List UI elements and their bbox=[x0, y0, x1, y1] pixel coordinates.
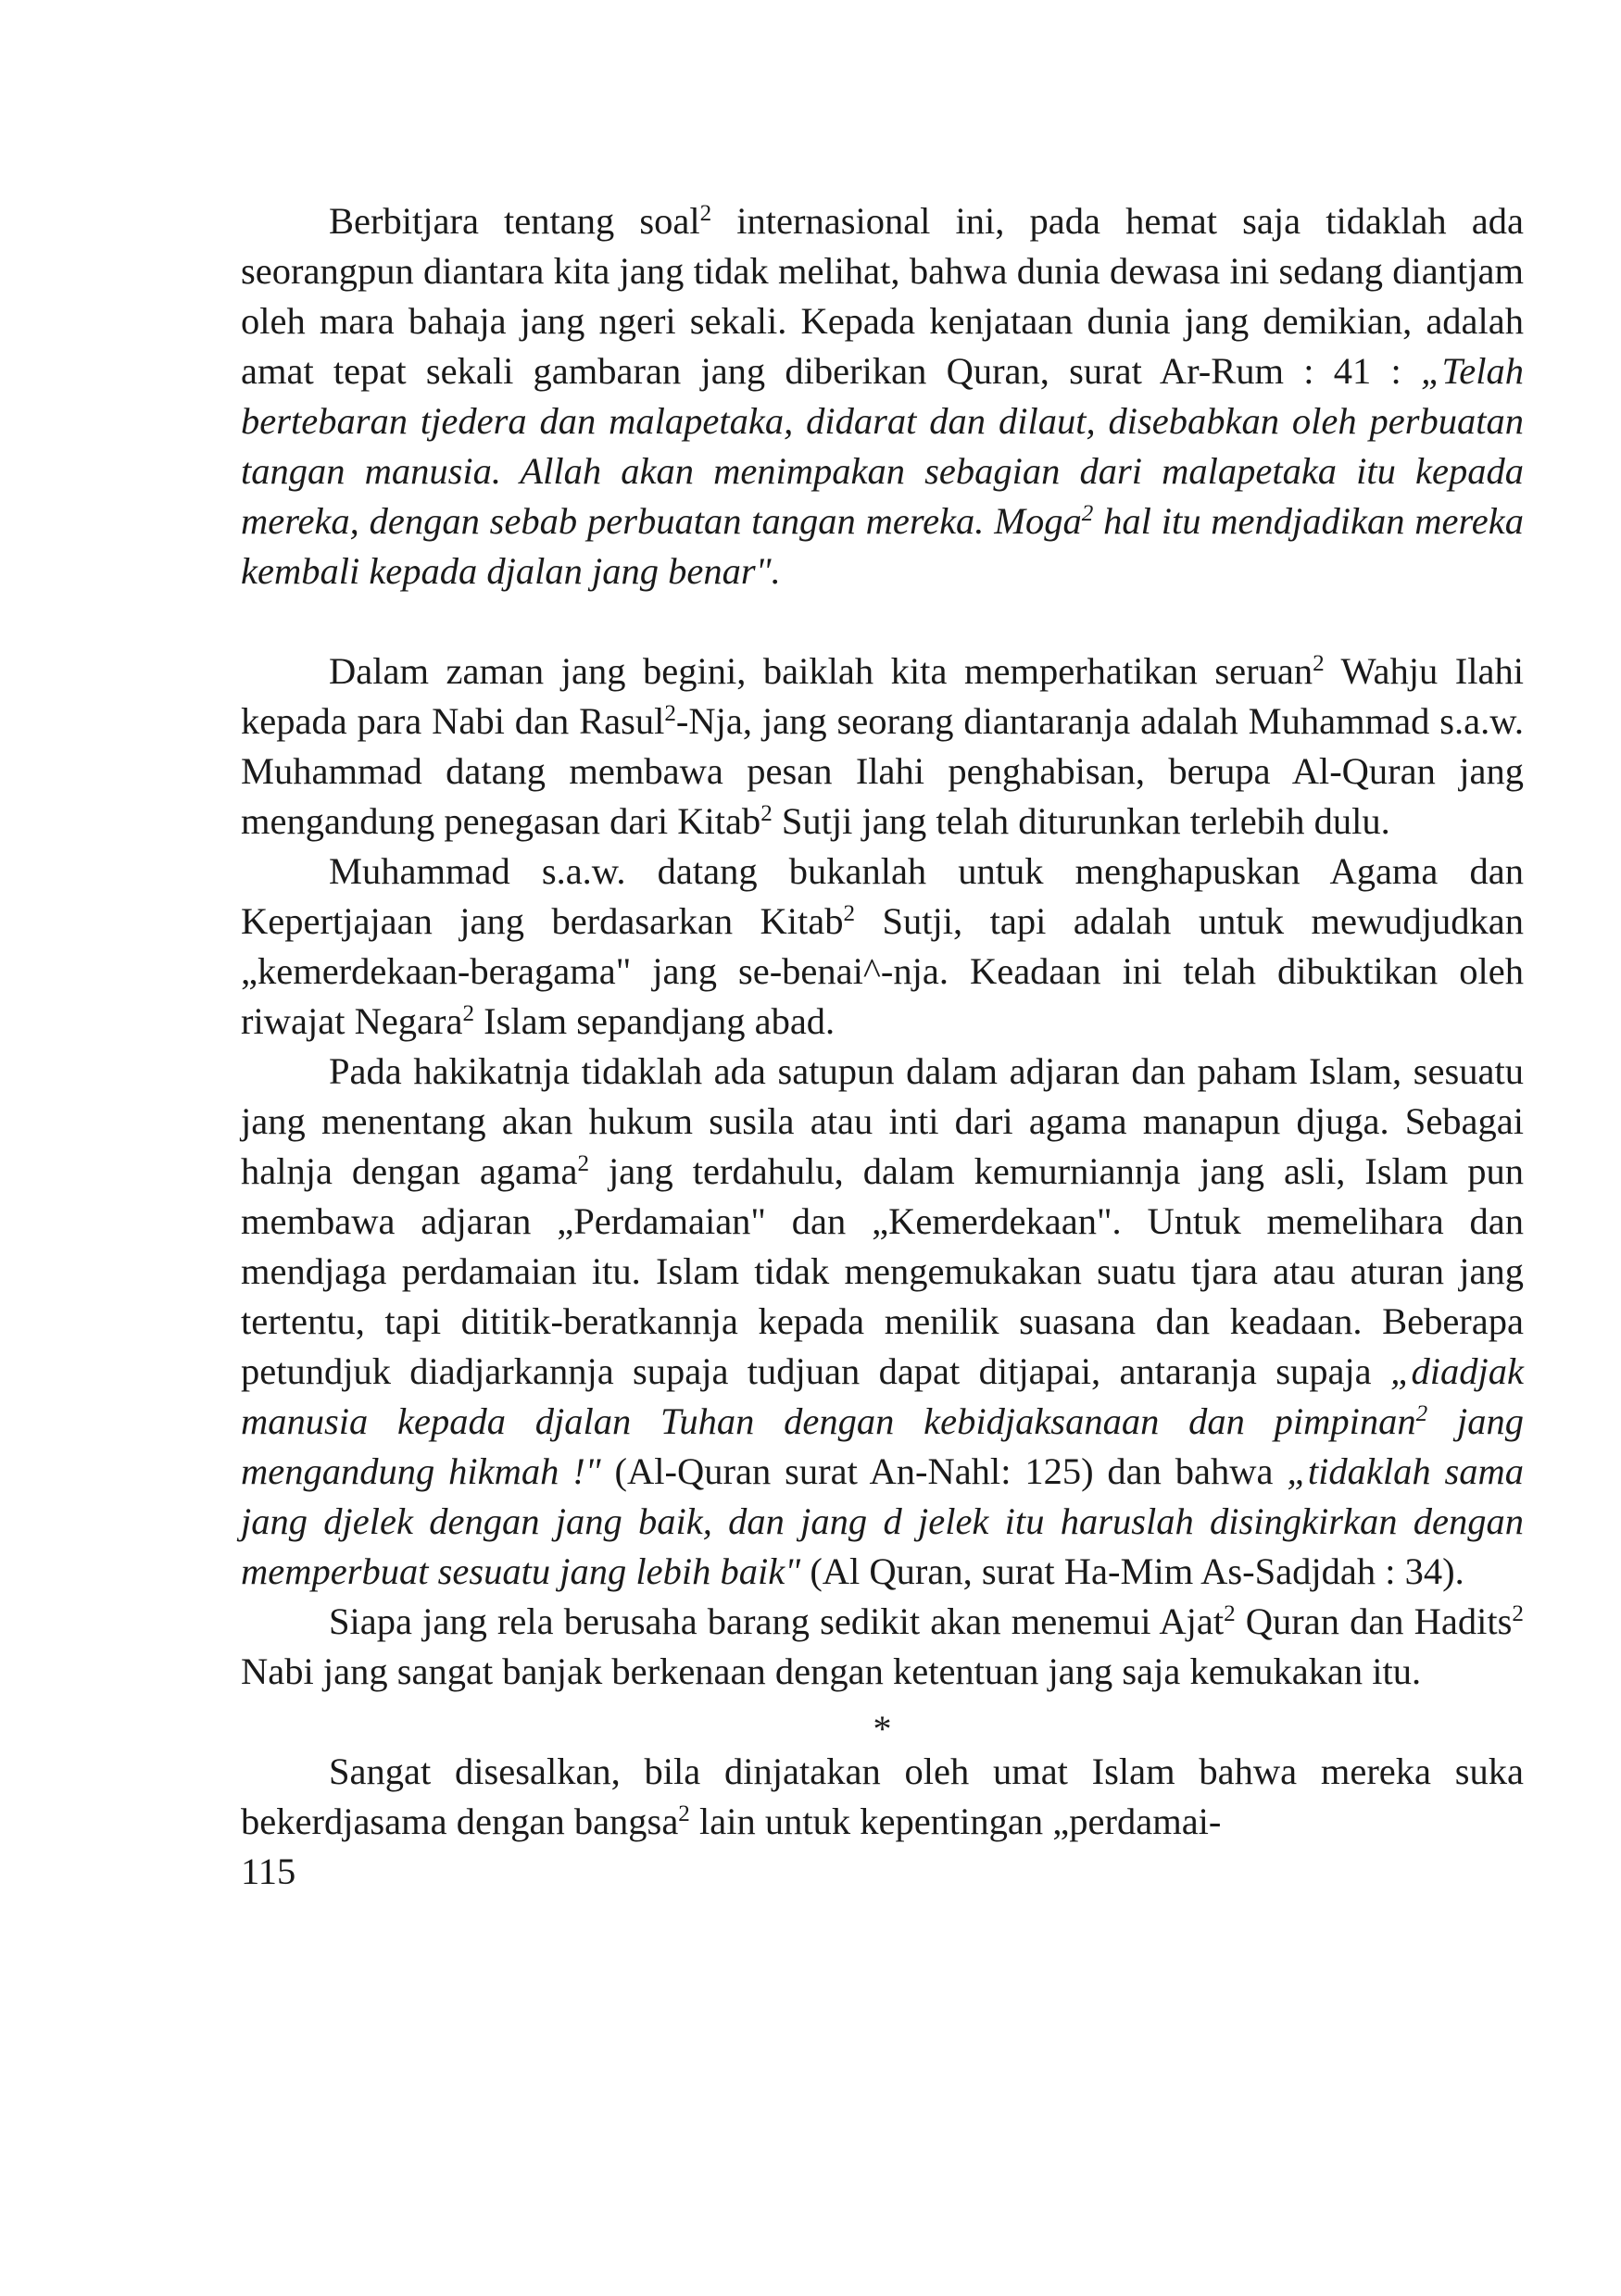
italic-quote: „tidaklah sama jang djelek dengan jang baik, dan jang d jelek itu haruslah disingkirkan dengan memperbuat sesuatu jang lebih baik" bbox=[241, 1450, 1524, 1592]
paragraph-p5 bbox=[241, 1597, 1524, 1697]
superscript-2: 2 bbox=[577, 1151, 590, 1177]
superscript-2: 2 bbox=[1224, 1601, 1236, 1627]
paragraph-p2 bbox=[241, 646, 1524, 847]
section-separator: * bbox=[873, 1708, 892, 1750]
text-run: Quran dan Hadits bbox=[1235, 1600, 1513, 1642]
paragraph-p3 bbox=[241, 847, 1524, 1047]
text-run: Muhammad s.a.w. datang bukanlah untuk menghapuskan Agama dan Kepertjajaan jang berdasarkan Kitab bbox=[241, 850, 1524, 942]
text-run: Sangat disesalkan, bila dinjatakan oleh umat Islam bahwa mereka suka bekerdjasama dengan bangsa bbox=[241, 1750, 1524, 1842]
text-run: Sutji jang telah diturunkan terlebih dulu. bbox=[772, 800, 1390, 842]
page-number: 115 bbox=[241, 1851, 296, 1892]
paragraph-p6 bbox=[241, 1747, 1524, 1847]
text-run: Sutji, tapi adalah untuk mewudjudkan „kemerdekaan-beragama" jang se-benai^-nja. Keadaan ini telah dibuktikan oleh riwajat Negara bbox=[241, 900, 1524, 1042]
page-body bbox=[241, 196, 1524, 1897]
text-run: Islam sepandjang abad. bbox=[474, 1000, 836, 1042]
text-run: jang terdahulu, dalam kemurniannja jang asli, Islam pun membawa adjaran „Perdamaian" dan „Kemerdekaan". Untuk memelihara dan mendjaga perdamaian itu. Islam tidak mengemukakan suatu tjara atau aturan jang tertentu, tapi dititik-beratkannja kepada menilik suasana dan keadaan. Beberapa petundjuk diadjarkannja supaja tudjuan dapat ditjapai, antaranja supaja bbox=[241, 1150, 1524, 1392]
superscript-2: 2 bbox=[1415, 1401, 1428, 1427]
text-run: lain untuk kepentingan „perdamai- bbox=[689, 1800, 1222, 1842]
paragraph-p4 bbox=[241, 1047, 1524, 1597]
superscript-2: 2 bbox=[462, 1001, 475, 1027]
italic-quote: hal itu mendjadikan mereka kembali kepada djalan jang benar". bbox=[241, 500, 1524, 592]
text-run: Wahju Ilahi kepada para Nabi dan Rasul bbox=[241, 650, 1524, 742]
superscript-2: 2 bbox=[664, 701, 676, 727]
italic-quote: „Telah bertebaran tjedera dan malapetaka, didarat dan dilaut, disebabkan oleh perbuatan tangan manusia. Allah akan menimpakan sebagian dari malapetaka itu kepada mereka, dengan sebab perbuatan tangan mereka. Moga bbox=[241, 350, 1524, 542]
text-run: Nabi jang sangat banjak berkenaan dengan ketentuan jang saja kemukakan itu. bbox=[241, 1650, 1422, 1692]
italic-quote: jang mengandung hikmah !" bbox=[241, 1400, 1524, 1492]
superscript-2: 2 bbox=[1081, 501, 1094, 527]
superscript-2: 2 bbox=[843, 901, 856, 927]
superscript-2: 2 bbox=[678, 1801, 690, 1827]
text-run: Pada hakikatnja tidaklah ada satupun dalam adjaran dan paham Islam, sesuatu jang menentang akan hukum susila atau inti dari agama manapun djuga. Sebagai halnja dengan agama bbox=[241, 1050, 1524, 1192]
text-run: internasional ini, pada hemat saja tidaklah ada seorangpun diantara kita jang tidak melihat, bahwa dunia dewasa ini sedang diantjam oleh mara bahaja jang ngeri sekali. Kepada kenjataan dunia jang demikian, adalah amat tepat sekali gambaran jang diberikan Quran, surat Ar-Rum : 41 : bbox=[241, 200, 1524, 392]
paragraph-p1 bbox=[241, 196, 1524, 596]
italic-quote: „diadjak manusia kepada djalan Tuhan dengan kebidjaksanaan dan pimpinan bbox=[241, 1350, 1524, 1442]
text-run: Berbitjara tentang soal bbox=[329, 200, 700, 242]
superscript-2: 2 bbox=[1313, 651, 1325, 677]
text-run: (Al Quran, surat Ha-Mim As-Sadjdah : 34). bbox=[800, 1550, 1464, 1592]
text-run: (Al-Quran surat An-Nahl: 125) dan bahwa bbox=[600, 1450, 1288, 1492]
text-run: -Nja, jang seorang diantaranja adalah Muhammad s.a.w. Muhammad datang membawa pesan Ilahi penghabisan, berupa Al-Quran jang mengandung penegasan dari Kitab bbox=[241, 700, 1524, 842]
superscript-2: 2 bbox=[1512, 1601, 1524, 1627]
paragraph-gap bbox=[241, 596, 1524, 646]
text-run: Siapa jang rela berusaha barang sedikit akan menemui Ajat bbox=[329, 1600, 1225, 1642]
superscript-2: 2 bbox=[699, 201, 712, 227]
text-run: Dalam zaman jang begini, baiklah kita memperhatikan seruan bbox=[329, 650, 1313, 692]
superscript-2: 2 bbox=[760, 801, 773, 827]
